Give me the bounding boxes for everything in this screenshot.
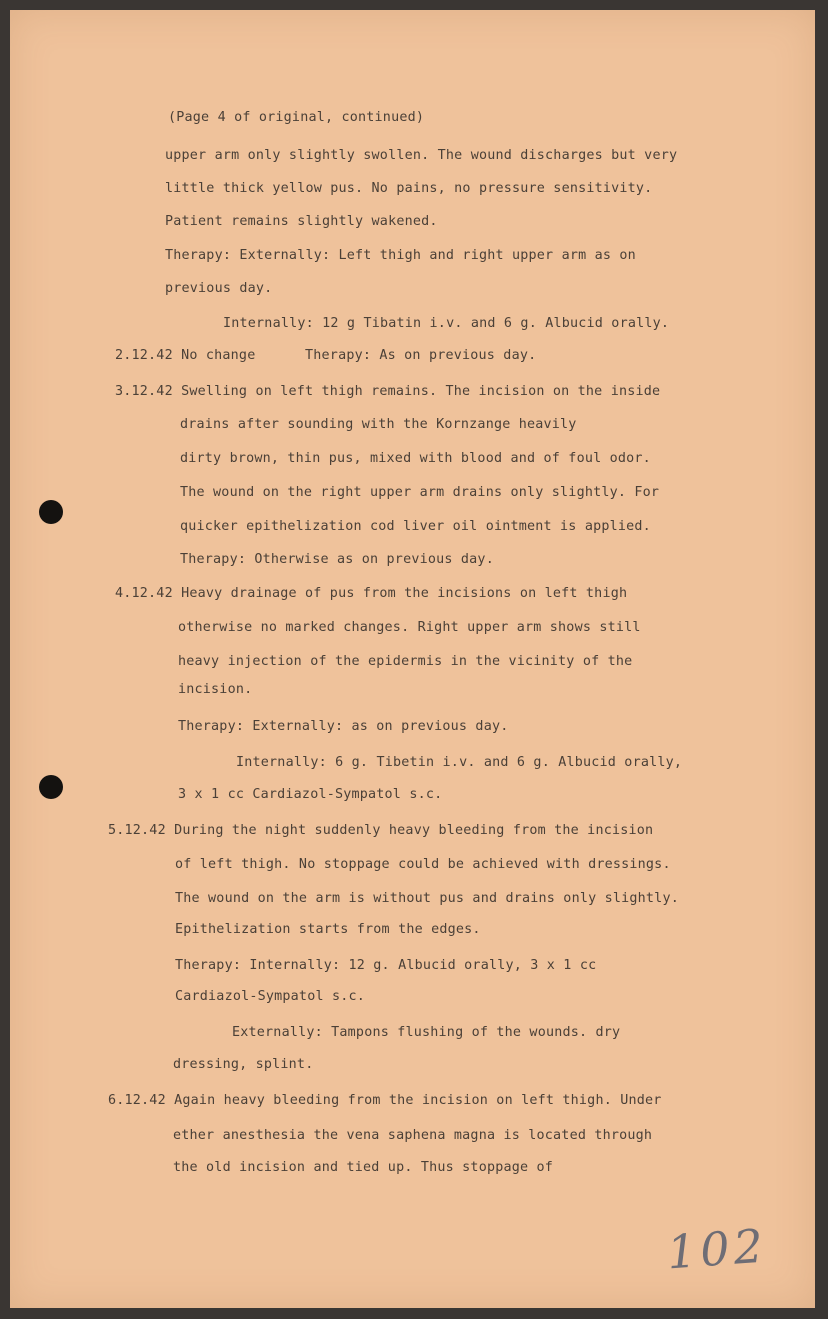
text-line: Therapy: Otherwise as on previous day.: [180, 552, 494, 567]
text-line: of left thigh. No stoppage could be achieved with dressings.: [175, 857, 671, 872]
handwritten-page-number: 102: [665, 1218, 769, 1280]
text-line: Externally: Tampons flushing of the wounds. dry: [232, 1025, 621, 1040]
text-line: Epithelization starts from the edges.: [175, 922, 481, 937]
text-line: incision.: [178, 682, 253, 697]
text-line: little thick yellow pus. No pains, no pressure sensitivity.: [165, 181, 653, 196]
punch-hole: [39, 775, 63, 799]
text-line: Therapy: Externally: as on previous day.: [178, 719, 509, 734]
dated-entry-line: 3.12.42 Swelling on left thigh remains. The incision on the inside: [115, 384, 661, 399]
text-line: Patient remains slightly wakened.: [165, 214, 438, 229]
text-line: The wound on the arm is without pus and drains only slightly.: [175, 891, 679, 906]
text-line: heavy injection of the epidermis in the vicinity of the: [178, 654, 633, 669]
text-line: otherwise no marked changes. Right upper arm shows still: [178, 620, 641, 635]
text-line: Cardiazol-Sympatol s.c.: [175, 989, 366, 1004]
text-line: the old incision and tied up. Thus stoppage of: [173, 1160, 554, 1175]
text-line: previous day.: [165, 281, 273, 296]
text-line: quicker epithelization cod liver oil ointment is applied.: [180, 519, 651, 534]
text-line: Therapy: Externally: Left thigh and right upper arm as on: [165, 248, 636, 263]
text-line: Internally: 12 g Tibatin i.v. and 6 g. Albucid orally.: [223, 316, 670, 331]
text-line: dirty brown, thin pus, mixed with blood and of foul odor.: [180, 451, 651, 466]
page-continuation-header: (Page 4 of original, continued): [168, 110, 425, 125]
text-line: 3 x 1 cc Cardiazol-Sympatol s.c.: [178, 787, 443, 802]
dated-entry-line: 2.12.42 No change Therapy: As on previous day.: [115, 348, 537, 363]
dated-entry-line: 5.12.42 During the night suddenly heavy bleeding from the incision: [108, 823, 654, 838]
text-line: Internally: 6 g. Tibetin i.v. and 6 g. Albucid orally,: [236, 755, 683, 770]
punch-hole: [39, 500, 63, 524]
document-page: [10, 10, 815, 1308]
text-line: Therapy: Internally: 12 g. Albucid orally, 3 x 1 cc: [175, 958, 597, 973]
text-line: dressing, splint.: [173, 1057, 314, 1072]
text-line: drains after sounding with the Kornzange heavily: [180, 417, 577, 432]
text-line: ether anesthesia the vena saphena magna is located through: [173, 1128, 653, 1143]
text-line: The wound on the right upper arm drains only slightly. For: [180, 485, 660, 500]
text-line: upper arm only slightly swollen. The wound discharges but very: [165, 148, 678, 163]
dated-entry-line: 4.12.42 Heavy drainage of pus from the incisions on left thigh: [115, 586, 628, 601]
dated-entry-line: 6.12.42 Again heavy bleeding from the incision on left thigh. Under: [108, 1093, 662, 1108]
